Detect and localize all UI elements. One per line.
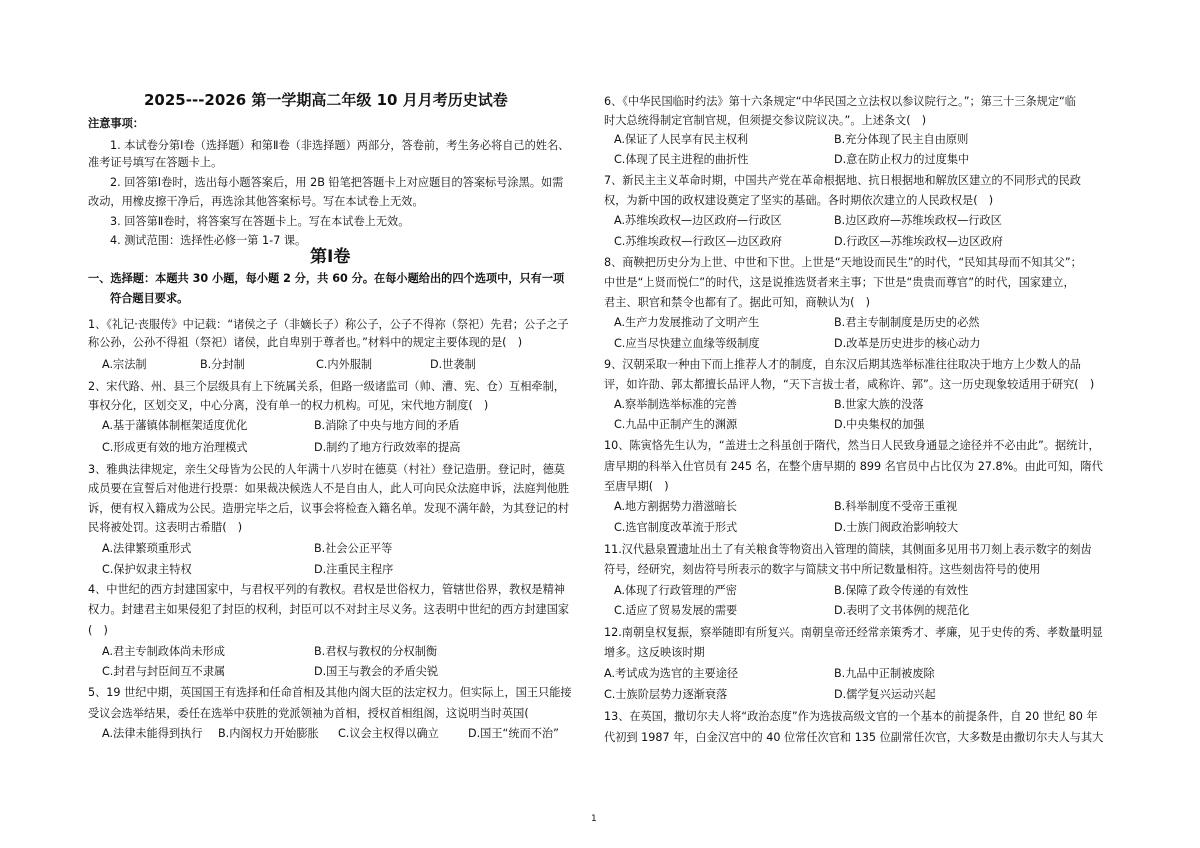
question-1-text: 1、《礼记·丧服传》中记载：“诸侯之子（非嫡长子）称公子，公子不得祢（祭祀）先君；公子之子 [88,318,569,331]
question-6-option-d: D.意在防止权力的过度集中 [834,153,970,166]
notice-line: 4. 测试范围：选择性必修一第 1-7 课。 [110,234,307,247]
question-6-text: 6、《中华民国临时约法》第十六条规定“中华民国之立法权以参议院行之。”；第三十三条规定“临 [604,95,1076,108]
question-13-text: 13、在英国，撒切尔夫人将“政治态度”作为选拔高级文官的一个基本的前提条件，自 20 世纪 80 年 [604,710,1098,723]
question-11-option-a: A.体现了行政管理的严密 [614,584,737,597]
question-9-text: 评，如许劭、郭太都擅长品评人物，“天下言拔士者，咸称许、郭”。这一历史现象较适用于研究( ) [604,378,1095,391]
question-4-option-d: D.国王与教会的矛盾尖锐 [314,665,439,678]
question-8-text: 8、商鞅把历史分为上世、中世和下世。上世是“天地设而民生”的时代，“民知其母而不知其父”； [604,256,1082,269]
question-7-option-a: A.苏维埃政权—边区政府—行政区 [614,214,782,227]
question-12-option-b: B.九品中正制被废除 [834,667,935,680]
question-10-option-d: D.士族门阀政治影响较大 [834,521,959,534]
question-10-text: 10、陈寅恪先生认为，“盖进士之科虽创于隋代，然当日人民致身通显之途径并不必由此”。据统计， [604,439,1100,452]
question-10-text: 唐早期的科举入仕官员有 245 名，在整个唐早期的 899 名官员中占比仅为 27.8%。由此可知，隋代 [604,460,1103,473]
notice-line: 3. 回答第Ⅱ卷时，将答案写在答题卡上。写在本试卷上无效。 [110,215,410,228]
question-2-option-c: C.形成更有效的地方治理模式 [102,441,248,454]
question-3-option-b: B.社会公正平等 [314,542,393,555]
question-5-text: 5、19 世纪中期，英国国王有选择和任命首相及其他内阁大臣的法定权力。但实际上，国王只能接 [88,686,572,699]
question-2-option-b: B.消除了中央与地方间的矛盾 [314,419,460,432]
question-10-text: 至唐早期( ) [604,480,669,493]
question-8-text: 君主、职官和禁令也都有了。据此可知，商鞅认为( ) [604,296,871,309]
question-8-option-c: C.应当尽快建立血缘等级制度 [614,337,760,350]
question-4-option-a: A.君主专制政体尚未形成 [102,645,225,658]
question-3-text: 诉，便有权入籍成为公民。造册完毕之后，议事会将检查入籍名单。发现不满年龄，为其登记的村 [88,502,570,515]
question-4-option-b: B.君权与教权的分权制衡 [314,645,438,658]
question-4-text: ( ) [88,624,108,637]
question-9-option-c: C.九品中正制产生的渊源 [614,418,738,431]
volume-heading: 第Ⅰ卷 [310,247,351,267]
notice-heading: 注意事项： [88,117,144,130]
question-11-option-d: D.表明了文书体例的规范化 [834,604,970,617]
question-1-option-b: B.分封制 [200,358,245,371]
question-7-text: 权，为新中国的政权建设奠定了坚实的基础。各时期依次建立的人民政权是( ) [604,194,994,207]
question-5-text: 受议会选举结果，委任在选举中获胜的党派领袖为首相，授权首相组阁，这说明当时英国( [88,707,529,720]
question-9-option-a: A.察举制选举标准的完善 [614,398,737,411]
question-2-option-a: A.基于藩镇体制框架适度优化 [102,419,248,432]
question-6-text: 时大总统得制定官制官规，但须提交参议院议决。”。上述条文( ) [604,114,927,127]
question-3-text: 成员要在宣誓后对他进行投票：如果裁决候选人不是自由人，此人可向民众法庭申诉，法庭判他胜 [88,482,570,495]
question-12-option-d: D.儒学复兴运动兴起 [834,688,936,701]
question-2-option-d: D.制约了地方行政效率的提高 [314,441,461,454]
question-6-option-b: B.充分体现了民主自由原则 [834,133,969,146]
question-3-option-a: A.法律繁琐重形式 [102,542,192,555]
question-11-text: 11.汉代悬泉置遗址出土了有关粮食等物资出入管理的简牍，其侧面多见用书刀刻上表示数字的刻齿 [604,543,1092,556]
question-13-text: 代初到 1987 年，白金汉宫中的 40 位常任次官和 135 位副常任次官，大多数是由撒切尔夫人与其大 [604,731,1104,744]
question-5-option-d: D.国王“统而不治” [468,727,559,740]
question-3-option-d: D.注重民主程序 [314,563,394,576]
question-5-option-b: B.内阁权力开始膨胀 [218,727,319,740]
question-7-option-c: C.苏维埃政权—行政区—边区政府 [614,235,782,248]
question-1-option-d: D.世袭制 [430,358,476,371]
question-7-text: 7、新民主主义革命时期，中国共产党在革命根据地、抗日根据地和解放区建立的不同形式的民政 [604,174,1081,187]
question-12-option-c: C.士族阶层势力逐渐衰落 [604,688,728,701]
question-6-option-a: A.保证了人民享有民主权利 [614,133,749,146]
question-1-option-c: C.内外服制 [316,358,373,371]
question-3-option-c: C.保护奴隶主特权 [102,563,192,576]
notice-line: 2. 回答第Ⅰ卷时，选出每小题答案后，用 2B 铅笔把答题卡上对应题目的答案标号涂黑。如需 [110,176,564,189]
question-11-text: 符号，经研究，刻齿符号所表示的数字与简牍文书中所记数量相符。这些刻齿符号的使用 [604,563,1041,576]
section-instructions: 一、选择题：本题共 30 小题，每小题 2 分，共 60 分。在每小题给出的四个选项中，只有一项 [88,272,565,285]
question-12-text: 12.南朝皇权复振，察举随即有所复兴。南朝皇帝还经常亲策秀才、孝廉，见于史传的秀、孝数量明显 [604,626,1103,639]
question-10-option-a: A.地方割据势力潜滋暗长 [614,500,737,513]
question-8-option-d: D.改革是历史进步的核心动力 [834,337,981,350]
question-3-text: 3、雅典法律规定，亲生父母皆为公民的人年满十八岁时在德莫（村社）登记造册。登记时，德莫 [88,463,565,476]
question-7-option-b: B.边区政府—苏维埃政权—行政区 [834,214,1002,227]
question-10-option-c: C.选官制度改革流于形式 [614,521,738,534]
question-7-option-d: D.行政区—苏维埃政权—边区政府 [834,235,1003,248]
question-12-text: 增多。这反映该时期 [604,646,705,659]
question-2-text: 2、宋代路、州、县三个层级具有上下统属关系，但路一级诸监司（帅、漕、宪、仓）互相牵制， [88,380,565,393]
question-5-option-a: A.法律未能得到执行 [102,727,203,740]
page-number: 1 [591,814,597,824]
question-11-option-b: B.保障了政令传递的有效性 [834,584,969,597]
question-4-text: 4、中世纪的西方封建国家中，与君权平列的有教权。君权是世俗权力，管辖世俗界，教权是精神 [88,583,565,596]
question-6-option-c: C.体现了民主进程的曲折性 [614,153,749,166]
notice-line: 改动，用橡皮擦干净后，再选涂其他答案标号。写在本试卷上无效。 [88,195,424,208]
question-8-text: 中世是“上贤而悦仁”的时代，这是说推选贤者来主事；下世是“贵贵而尊官”的时代，国家建立， [604,276,1075,289]
question-5-option-c: C.议会主权得以确立 [338,727,439,740]
notice-line: 准考证号填写在答题卡上。 [88,156,223,169]
question-1-text: 称公孙，公孙不得祖（祭祀）诸侯，此自卑别于尊者也。”材料中的规定主要体现的是( ) [88,336,523,349]
question-1-option-a: A.宗法制 [102,358,147,371]
question-12-option-a: A.考试成为选官的主要途径 [604,667,739,680]
question-4-option-c: C.封君与封臣间互不隶属 [102,665,226,678]
notice-line: 1. 本试卷分第Ⅰ卷（选择题）和第Ⅱ卷（非选择题）两部分，答卷前，考生务必将自己的姓名、 [110,139,570,152]
section-instructions: 符合题目要求。 [110,292,189,305]
question-3-text: 民将被处罚。这表明古希腊( ) [88,521,243,534]
question-8-option-b: B.君主专制制度是历史的必然 [834,316,980,329]
question-4-text: 权力。封建君主如果侵犯了封臣的权利，封臣可以不对封主尽义务。这表明中世纪的西方封建国家 [88,603,570,616]
question-11-option-c: C.适应了贸易发展的需要 [614,604,738,617]
exam-title: 2025---2026 第一学期高二年级 10 月月考历史试卷 [144,91,508,109]
question-2-text: 事权分化，区划交叉，中心分离，没有单一的权力机构。可见，宋代地方制度( ) [88,399,489,412]
question-9-text: 9、汉朝采取一种由下而上推荐人才的制度，自东汉后期其选举标准往往取决于地方上少数人的品 [604,358,1081,371]
question-10-option-b: B.科举制度不受帝王重视 [834,500,958,513]
question-9-option-b: B.世家大族的没落 [834,398,924,411]
question-9-option-d: D.中央集权的加强 [834,418,925,431]
question-8-option-a: A.生产力发展推动了文明产生 [614,316,760,329]
